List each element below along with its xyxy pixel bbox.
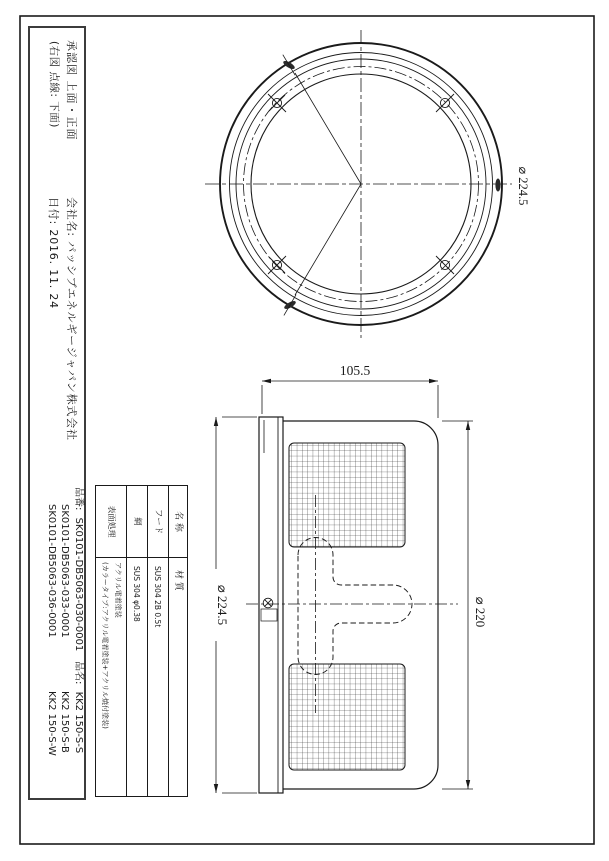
company-name: 会社名: パッシブエネルギージャパン株式会社 [64,197,78,441]
part-number-row-3: SK0101-DB5063-036-0001 [45,504,57,638]
dimension-body-diameter [442,421,473,789]
top-view-diameter-label: ⌀ 224.5 [516,166,530,206]
flange-outline [259,417,283,793]
table-cell-hood-material: SUS 304 2B 0.5t [152,566,162,628]
part-number-value: SK0101-DB5063-030-0001 [72,517,84,652]
table-cell-surface-name: 表面処理 [106,505,116,538]
mesh-panel [289,443,405,770]
approval-note: (右図 点線: 下面) [48,41,60,128]
part-number-label: 品番: [72,487,84,511]
front-view [214,379,473,793]
part-name-label: 品名: [72,661,84,685]
body-diameter-label: ⌀ 220 [473,596,488,628]
table-cell-mesh-material: SUS 304 φ0.38 [131,566,141,622]
part-name-value: KK2 150-S-S [72,691,84,754]
table-cell-hood-name: フード [152,508,163,535]
surface-treatment-line1: アクリル電着塗装 [113,562,122,618]
part-name-row-2: KK2 150-S-B [59,691,70,753]
table-cell-surface-material [95,558,126,800]
flange-screw-symbol [261,598,277,621]
top-view [205,30,512,338]
dimension-front-width [262,379,438,418]
approval-title: 承認図 上面・正面 [64,40,78,141]
spec-table [95,485,188,797]
date: 日付: 2016. 11. 24 [47,197,60,309]
table-header-name: 名 称 [172,511,183,532]
part-name-row-1 [72,661,85,771]
flange-diameter-label: ⌀ 224.5 [214,569,230,641]
part-number-row-1 [72,487,85,652]
table-header-material: 材 質 [172,570,183,591]
front-width-label: 105.5 [339,363,371,378]
part-name-row-3: KK2 150-S-W [45,691,57,756]
surface-treatment-line2: (カラータイプ:アクリル電着塗装+アクリル焼付塗装) [101,562,109,729]
part-number-row-2: SK0101-DB5063-033-0001 [59,504,70,638]
table-cell-mesh-name: 網 [131,517,142,526]
